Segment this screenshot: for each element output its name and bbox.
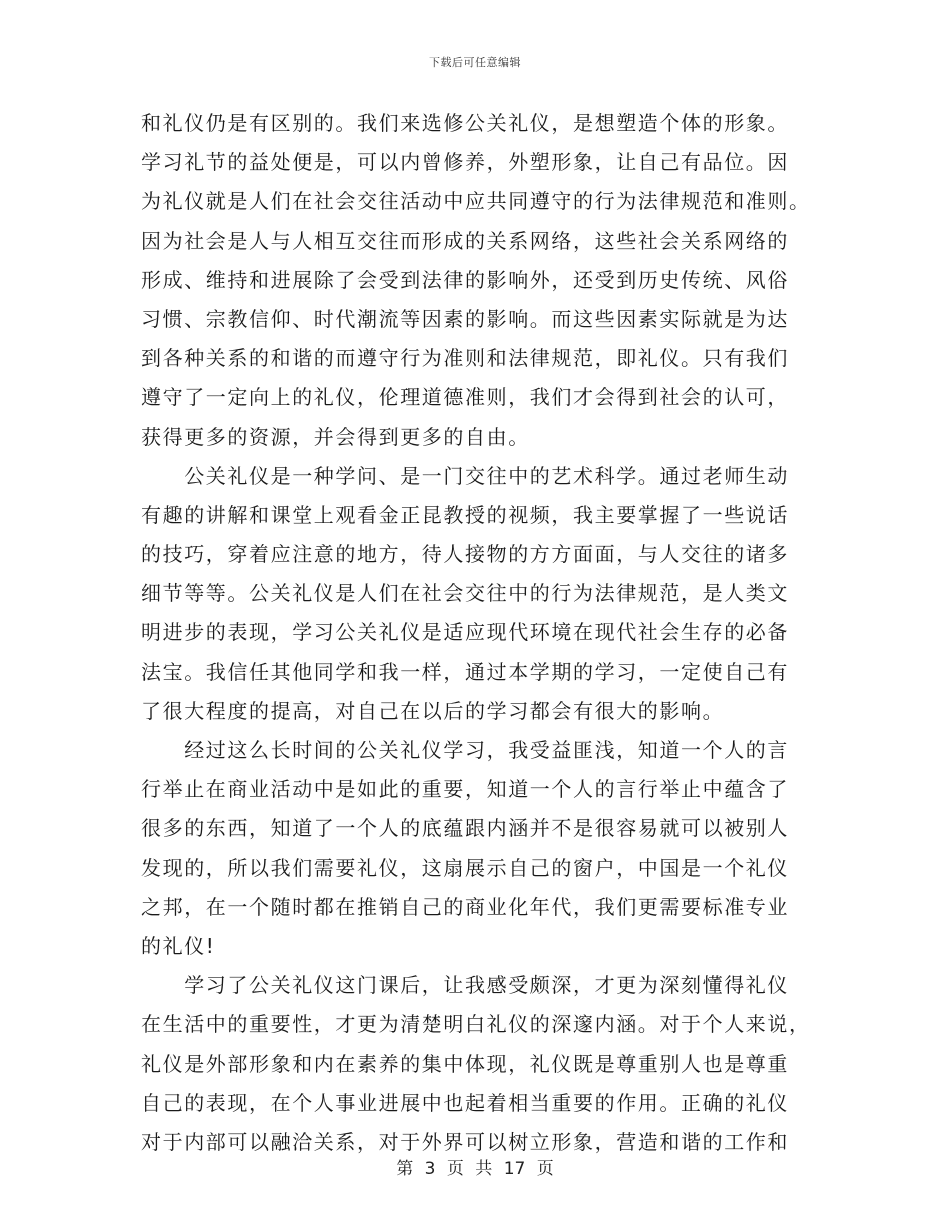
text-line: 之邦，在一个随时都在推销自己的商业化年代，我们更需要标准专业	[141, 894, 789, 919]
document-body	[141, 104, 816, 1162]
text-line: 经过这么长时间的公关礼仪学习，我受益匪浅，知道一个人的言	[141, 738, 789, 762]
text-line: 因为社会是人与人相互交往而形成的关系网络，这些社会关系网络的	[141, 228, 789, 253]
text-line: 遵守了一定向上的礼仪，伦理道德准则，我们才会得到社会的认可，	[141, 385, 789, 410]
text-line: 获得更多的资源，并会得到更多的自由。	[141, 424, 530, 449]
text-line: 细节等等。公关礼仪是人们在社会交往中的行为法律规范，是人类文	[141, 581, 789, 606]
text-line: 在生活中的重要性，才更为清楚明白礼仪的深邃内涵。对于个人来说，	[141, 1012, 811, 1037]
text-line: 对于内部可以融洽关系，对于外界可以树立形象，营造和谐的工作和	[141, 1129, 789, 1154]
text-line: 了很大程度的提高，对自己在以后的学习都会有很大的影响。	[141, 698, 725, 723]
text-line: 发现的，所以我们需要礼仪，这扇展示自己的窗户，中国是一个礼仪	[141, 855, 789, 880]
page-footer: 第 3 页 共 17 页	[396, 1159, 554, 1179]
text-line: 的技巧，穿着应注意的地方，待人接物的方方面面，与人交往的诸多	[141, 542, 789, 567]
text-line: 习惯、宗教信仰、时代潮流等因素的影响。而这些因素实际就是为达	[141, 306, 789, 331]
text-line: 行举止在商业活动中是如此的重要，知道一个人的言行举止中蕴含了	[141, 777, 789, 802]
text-line: 公关礼仪是一种学问、是一门交往中的艺术科学。通过老师生动	[141, 463, 789, 488]
text-line: 礼仪是外部形象和内在素养的集中体现，礼仪既是尊重别人也是尊重	[141, 1051, 789, 1076]
text-line: 和礼仪仍是有区别的。我们来选修公关礼仪，是想塑造个体的形象。	[141, 111, 789, 135]
text-line: 学习礼节的益处便是，可以内曾修养，外塑形象，让自己有品位。因	[141, 150, 789, 175]
text-line: 学习了公关礼仪这门课后，让我感受颇深，才更为深刻懂得礼仪	[141, 973, 789, 998]
text-line: 自己的表现，在个人事业进展中也起着相当重要的作用。正确的礼仪	[141, 1090, 789, 1115]
text-line: 到各种关系的和谐的而遵守行为准则和法律规范，即礼仪。只有我们	[141, 346, 789, 371]
text-line: 的礼仪!	[141, 933, 216, 958]
text-line: 法宝。我信任其他同学和我一样，通过本学期的学习，一定使自己有	[141, 659, 789, 684]
text-line: 明进步的表现，学习公关礼仪是适应现代环境在现代社会生存的必备	[141, 620, 789, 645]
text-line: 为礼仪就是人们在社会交往活动中应共同遵守的行为法律规范和准则。	[141, 189, 811, 214]
text-line: 很多的东西，知道了一个人的底蕴跟内涵并不是很容易就可以被别人	[141, 816, 789, 841]
text-line: 形成、维持和进展除了会受到法律的影响外，还受到历史传统、风俗	[141, 267, 789, 292]
page-header: 下载后可任意编辑	[429, 56, 521, 69]
text-line: 有趣的讲解和课堂上观看金正昆教授的视频，我主要掌握了一些说话	[141, 502, 789, 527]
